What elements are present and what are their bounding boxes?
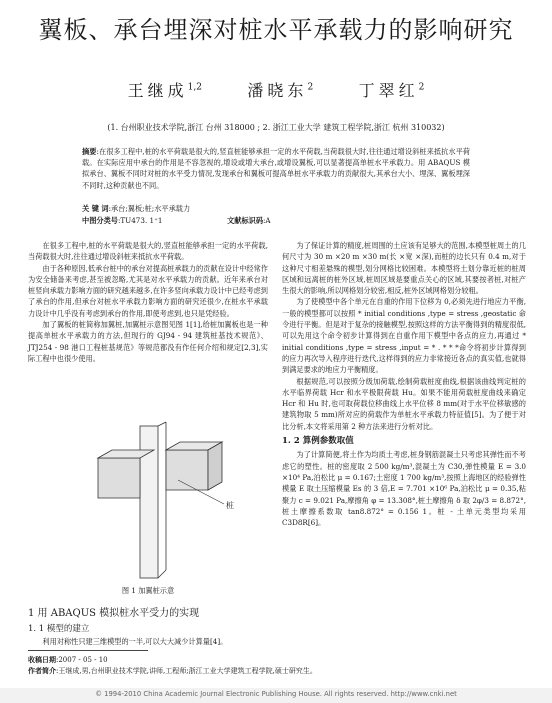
footnote-label: 作者简介 (28, 666, 56, 675)
subsection-heading: 1. 2 算例参数取值 (282, 436, 354, 447)
footnote-rule (28, 650, 148, 651)
author-list (0, 78, 552, 101)
wing-plate-left (98, 458, 140, 498)
footnote (28, 655, 108, 665)
footnote-label: 收稿日期 (28, 655, 56, 664)
footnote (28, 666, 317, 676)
pile-body (140, 426, 158, 578)
paragraph: 根据规范,可以按照分级加荷载,绘制荷载桩度曲线,根据该曲线判定桩的水平临界荷载 Hcr 和水平极限荷载 Hu。如果不能用荷载桩度曲线来确定 Hcr 和 Hu 时,也可取荷载位移曲线上水平位移 8 mm(对于水平位移敏感的建筑物取 5 mm)所对应的荷载作为单桩水平承载力特征值[5]。为了便于对比分析,本文将采用第 2 种方法来进行分析对比。 (282, 376, 526, 431)
keywords (82, 204, 190, 214)
page-title: 翼板、承台埋深对桩水平承载力的影响研究 (38, 16, 514, 44)
figure-label: 桩 (226, 501, 234, 510)
keywords-text: :承台;翼板;桩;水平承载力 (108, 204, 191, 213)
class-code: :TU473. 1⁺1 (117, 216, 163, 225)
copyright-footer: © 1994-2010 China Academic Journal Electronic Publishing House. All rights reserved. http://www.cnki.net (95, 690, 457, 698)
paragraph: 为了保证计算的精度,桩周围的土应该有足够大的范围,本模型桩周土的几何尺寸为 30 m ×20 m ×30 m(长 ×宽 ×深),而桩的边长只有 0.4 m,对于这种尺寸相差悬殊的模型,划分网格比较困难。本模型将土划分靠近桩的桩周区域和远离桩的桩外区域,桩周区域是要重点关心的区域,其要按者桩,对桩产生很大的影响,所以网格划分较密,相反,桩外区域网格划分较粗。 (282, 241, 526, 296)
author-sup: 1,2 (187, 82, 202, 93)
classification (82, 216, 271, 226)
wing-plate-right (166, 450, 208, 490)
figure-caption: 图 1 加翼桩示意 (121, 586, 175, 595)
author-name: 丁翠红 (358, 81, 419, 100)
class-label: 中图分类号 (82, 216, 118, 225)
keywords-label: 关 键 词 (82, 204, 109, 213)
author-sup: 2 (307, 82, 314, 93)
left-column (28, 240, 268, 364)
footnote-text: :王继成,男,台州职业技术学院,讲师,工程师;浙江工业大学建筑工程学院,硕士研究生。 (56, 667, 317, 675)
footnote-text: :2007 - 05 - 10 (56, 656, 108, 664)
author-name: 王继成 (127, 81, 188, 100)
paragraph: 加了翼板的桩简称加翼桩,加翼桩示意图见图 1[1],给桩加翼板也是一种提高单桩水平承载力的方法,但现行的 GJ94 - 94 建筑桩基技术规范》、JTJ254 - 98 港口工程桩基规范》等规范都没有作任何介绍和规定[2,3],实际工程中也很少使用。 (28, 320, 268, 363)
paragraph: 为了使模型中各个单元在自重的作用下位移为 0,必须先进行地应力平衡,一般的模型都可以按照 * initial conditions ,type = stress ,geostatic 命令进行平衡。但是对于复杂的接触模型,按照这样的方法平衡得到的精度很低,可以先用这个命令初步计算得到在自重作用下模型中各点的应力,再通过 * initial conditions ,type = stress ,input = * . * * *命令将初步计算得到的应力再次导入程序进行迭代,这样得到的应力非常接近各点的真实值,也就得到满足要求的地应力平衡精度。 (282, 297, 526, 375)
paragraph: 由于各种原因,低承台桩中的承台对提高桩承载力的贡献在设计中经常作为安全储备来考虑,甚至被忽略,尤其是对水平承载力的贡献。近年来承台对桩竖向承载力影响方面的研究越来越多,在许多竖向承载力设计中已经考虑到了承台的作用,但承台对桩水平承载力影响方面的研究还很少,在桩水平承载力设计中几乎没有考虑到承台的作用,即使考虑到,也只是凭经验。 (28, 263, 268, 318)
doc-label: 文献标识码 (227, 216, 264, 225)
abstract-text: :在很多工程中,桩的水平荷载是很大的,竖直桩能够承担一定的水平荷载,当荷载很大时,往往通过增设斜桩来抵抗水平荷载。在实际应用中承台的作用是不容忽视的,增设或增大承台,或增设翼板,可以显著提高单桩水平承载力。用 ABAQUS 模拟承台、翼板不同时对桩的水平受力情况,发现承台和翼板可提高单桩水平承载力的贡献很大,其承台大小、埋深、翼板埋深不同时,这种贡献也不同。 (82, 147, 470, 190)
doc-code: :A (263, 216, 271, 225)
right-column (282, 240, 526, 528)
abstract (82, 146, 470, 191)
author-name: 潘晓东 (247, 81, 308, 100)
author-sup: 2 (418, 82, 425, 93)
paragraph: 利用对称性只建三维模型的一半,可以大大减少计算量[4]。 (42, 637, 228, 646)
subsection-heading: 1. 1 模型的建立 (28, 624, 90, 634)
section-heading: 1 用 ABAQUS 模拟桩水平受力的实现 (28, 608, 200, 619)
figure-winged-pile (28, 420, 268, 582)
abstract-label: 摘要 (82, 147, 97, 156)
paragraph: 在很多工程中,桩的水平荷载是很大的,竖直桩能够承担一定的水平荷载,当荷载很大时,往往通过增设斜桩来抵抗水平荷载。 (28, 241, 268, 262)
affiliation: (1. 台州职业技术学院,浙江 台州 318000 ; 2. 浙江工业大学 建筑工程学院,浙江 杭州 310032) (107, 123, 445, 132)
paragraph: 为了计算简便,将土作为均质土考虑,桩身钢筋混凝土只考虑其弹性而不考虑它的塑性。桩的密度取 2 500 kg/m³,混凝土为 C30,弹性模量 E = 3.0 ×10⁴ Pa,泊松比 μ = 0.167;土密度 1 700 kg/m³,按照上海地区的经验弹性模量 E 取土压缩模量 Es 的 3 倍,E = 7.701 ×10⁶ Pa,泊松比 μ = 0.35,粘聚力 c = 9.021 Pa,摩擦角 φ = 13.308°,桩土摩擦角 δ 取 2φ/3 = 8.872°,桩土摩擦系数取 tan8.872° = 0.156 1。桩 - 土单元类型均采用 C3D8R[6]。 (282, 450, 526, 528)
